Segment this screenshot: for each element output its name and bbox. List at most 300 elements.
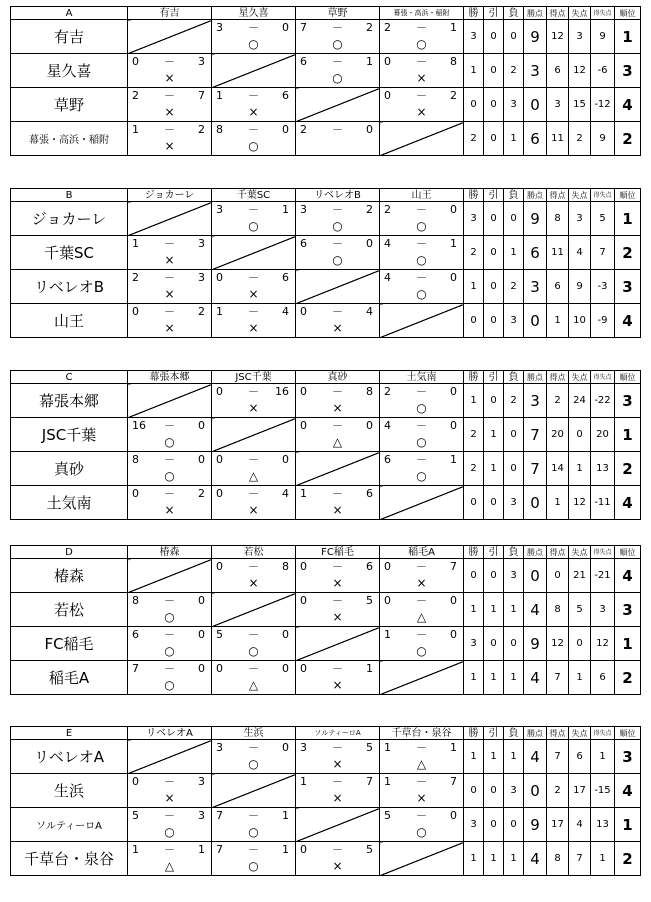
match-result-cell [212, 122, 296, 156]
score-dash: － [416, 21, 427, 34]
group-d-table [10, 545, 636, 695]
stat-goals-for: 2 [547, 774, 569, 808]
stat-header: 負 [504, 189, 524, 202]
result-mark: ○ [416, 253, 427, 267]
header-row [11, 371, 641, 384]
result-mark: × [164, 253, 175, 267]
home-score: 0 [384, 594, 391, 607]
match-result-cell [212, 842, 296, 876]
away-score: 1 [450, 237, 457, 250]
away-score: 0 [282, 21, 289, 34]
group-label: E [11, 727, 128, 740]
column-team-name: 幕張・高浜・稲附 [380, 7, 464, 20]
standings-table [10, 188, 641, 338]
stat-rank: 4 [615, 88, 641, 122]
row-team-name: リベレオB [11, 270, 128, 304]
stat-wins: 3 [464, 808, 484, 842]
away-score: 3 [198, 271, 205, 284]
stat-goals-for: 8 [547, 842, 569, 876]
stat-header: 負 [504, 546, 524, 559]
team-row [11, 122, 641, 156]
stat-rank: 3 [615, 593, 641, 627]
stat-points: 4 [524, 593, 547, 627]
stat-header: 引 [484, 189, 504, 202]
row-team-name: 生浜 [11, 774, 128, 808]
away-score: 3 [198, 809, 205, 822]
score-dash: － [416, 628, 427, 641]
stat-goals-for: 7 [547, 661, 569, 695]
result-mark: ○ [332, 37, 343, 51]
stat-rank: 2 [615, 452, 641, 486]
away-score: 1 [282, 809, 289, 822]
team-row [11, 88, 641, 122]
team-row [11, 486, 641, 520]
team-row [11, 452, 641, 486]
away-score: 2 [198, 487, 205, 500]
stat-wins: 1 [464, 270, 484, 304]
score-dash: － [248, 305, 259, 318]
home-score: 0 [300, 560, 307, 573]
stat-points: 7 [524, 452, 547, 486]
team-row [11, 384, 641, 418]
stat-points: 3 [524, 384, 547, 418]
result-mark: ○ [164, 678, 175, 692]
stat-header: 引 [484, 371, 504, 384]
result-mark: × [248, 105, 259, 119]
stat-rank: 1 [615, 627, 641, 661]
stat-header: 引 [484, 546, 504, 559]
score-dash: － [416, 594, 427, 607]
stat-draws: 0 [484, 808, 504, 842]
score-dash: － [164, 662, 175, 675]
away-score: 0 [198, 594, 205, 607]
column-team-name: 若松 [212, 546, 296, 559]
score-dash: － [248, 453, 259, 466]
match-result-cell [380, 418, 464, 452]
stat-goal-difference: 5 [591, 202, 615, 236]
home-score: 2 [132, 89, 139, 102]
match-result-cell [212, 270, 296, 304]
column-team-name: リベレオB [296, 189, 380, 202]
column-team-name: FC稲毛 [296, 546, 380, 559]
home-score: 7 [132, 662, 139, 675]
stat-rank: 4 [615, 486, 641, 520]
stat-losses: 1 [504, 661, 524, 695]
away-score: 4 [282, 305, 289, 318]
home-score: 0 [384, 55, 391, 68]
stat-points: 9 [524, 627, 547, 661]
stat-rank: 2 [615, 661, 641, 695]
stat-goals-against: 0 [569, 627, 591, 661]
stat-draws: 0 [484, 627, 504, 661]
stat-draws: 0 [484, 236, 504, 270]
score-dash: － [332, 237, 343, 250]
stat-losses: 1 [504, 122, 524, 156]
match-result-cell [380, 88, 464, 122]
stat-goal-difference: 3 [591, 593, 615, 627]
stat-goals-against: 9 [569, 270, 591, 304]
away-score: 1 [282, 843, 289, 856]
score-dash: － [416, 741, 427, 754]
header-row [11, 727, 641, 740]
score-dash: － [248, 271, 259, 284]
stat-header: 勝点 [524, 546, 547, 559]
match-result-cell [380, 808, 464, 842]
stat-header: 順位 [615, 727, 641, 740]
away-score: 0 [282, 662, 289, 675]
team-row [11, 270, 641, 304]
home-score: 0 [300, 843, 307, 856]
stat-rank: 1 [615, 20, 641, 54]
row-team-name: 千草台・泉谷 [11, 842, 128, 876]
team-row [11, 418, 641, 452]
stat-rank: 1 [615, 418, 641, 452]
match-result-cell [128, 486, 212, 520]
result-mark: ○ [248, 139, 259, 153]
home-score: 0 [216, 453, 223, 466]
score-dash: － [164, 843, 175, 856]
self-match-cell [296, 270, 380, 304]
team-row [11, 236, 641, 270]
match-result-cell [212, 88, 296, 122]
row-team-name: ジョカーレ [11, 202, 128, 236]
away-score: 2 [198, 123, 205, 136]
stat-draws: 0 [484, 384, 504, 418]
match-result-cell [380, 593, 464, 627]
away-score: 0 [282, 453, 289, 466]
stat-header: 順位 [615, 371, 641, 384]
self-match-cell [296, 808, 380, 842]
stat-losses: 0 [504, 20, 524, 54]
result-mark: × [416, 105, 427, 119]
result-mark: △ [164, 859, 175, 873]
stat-header: 勝点 [524, 7, 547, 20]
row-team-name: 有吉 [11, 20, 128, 54]
stat-rank: 3 [615, 270, 641, 304]
stat-header: 得点 [547, 189, 569, 202]
away-score: 0 [366, 419, 373, 432]
stat-goals-against: 7 [569, 842, 591, 876]
match-result-cell [212, 486, 296, 520]
score-dash: － [332, 487, 343, 500]
stat-goals-against: 4 [569, 808, 591, 842]
away-score: 0 [366, 123, 373, 136]
away-score: 8 [450, 55, 457, 68]
home-score: 2 [384, 385, 391, 398]
home-score: 7 [300, 21, 307, 34]
stat-draws: 1 [484, 593, 504, 627]
score-dash: － [332, 419, 343, 432]
score-dash: － [164, 487, 175, 500]
match-result-cell [212, 452, 296, 486]
score-dash: － [248, 385, 259, 398]
result-mark: ○ [248, 219, 259, 233]
row-team-name: 千葉SC [11, 236, 128, 270]
stat-goals-for: 2 [547, 384, 569, 418]
header-row [11, 7, 641, 20]
stat-points: 9 [524, 20, 547, 54]
away-score: 0 [450, 419, 457, 432]
stat-goals-against: 3 [569, 202, 591, 236]
stat-goals-against: 12 [569, 486, 591, 520]
score-dash: － [332, 741, 343, 754]
match-result-cell [212, 559, 296, 593]
match-result-cell [128, 122, 212, 156]
stat-header: 勝点 [524, 371, 547, 384]
row-team-name: 椿森 [11, 559, 128, 593]
stat-points: 3 [524, 54, 547, 88]
self-match-cell [380, 122, 464, 156]
home-score: 0 [216, 662, 223, 675]
stat-goals-for: 12 [547, 20, 569, 54]
home-score: 7 [216, 843, 223, 856]
column-team-name: 幕張本郷 [128, 371, 212, 384]
result-mark: × [332, 757, 343, 771]
stat-draws: 1 [484, 452, 504, 486]
row-team-name: リベレオA [11, 740, 128, 774]
stat-header: 失点 [569, 546, 591, 559]
match-result-cell [296, 842, 380, 876]
stat-header: 得失点 [591, 546, 615, 559]
home-score: 3 [216, 741, 223, 754]
standings-table [10, 545, 641, 695]
team-row [11, 661, 641, 695]
result-mark: ○ [164, 825, 175, 839]
home-score: 1 [384, 741, 391, 754]
row-team-name: 草野 [11, 88, 128, 122]
home-score: 6 [300, 55, 307, 68]
result-mark: ○ [416, 435, 427, 449]
stat-wins: 2 [464, 418, 484, 452]
match-result-cell [380, 54, 464, 88]
home-score: 6 [384, 453, 391, 466]
column-team-name: 山王 [380, 189, 464, 202]
away-score: 4 [366, 305, 373, 318]
stat-wins: 3 [464, 20, 484, 54]
home-score: 3 [300, 203, 307, 216]
stat-wins: 0 [464, 559, 484, 593]
result-mark: × [248, 503, 259, 517]
result-mark: △ [416, 757, 427, 771]
stat-header: 失点 [569, 727, 591, 740]
stat-points: 6 [524, 122, 547, 156]
away-score: 0 [450, 594, 457, 607]
match-result-cell [296, 740, 380, 774]
stat-goals-against: 1 [569, 661, 591, 695]
stat-rank: 4 [615, 774, 641, 808]
home-score: 1 [300, 775, 307, 788]
score-dash: － [248, 123, 259, 136]
stat-goals-for: 3 [547, 88, 569, 122]
home-score: 0 [132, 487, 139, 500]
stat-draws: 0 [484, 202, 504, 236]
home-score: 6 [300, 237, 307, 250]
standings-table [10, 6, 641, 156]
result-mark: × [248, 287, 259, 301]
header-row [11, 546, 641, 559]
stat-draws: 0 [484, 122, 504, 156]
away-score: 2 [366, 203, 373, 216]
stat-losses: 2 [504, 384, 524, 418]
result-mark: ○ [248, 37, 259, 51]
away-score: 5 [366, 594, 373, 607]
stat-rank: 3 [615, 384, 641, 418]
stat-goals-for: 8 [547, 593, 569, 627]
home-score: 4 [384, 237, 391, 250]
home-score: 0 [300, 305, 307, 318]
away-score: 4 [282, 487, 289, 500]
stat-header: 順位 [615, 189, 641, 202]
stat-losses: 1 [504, 593, 524, 627]
match-result-cell [380, 559, 464, 593]
stat-header: 得点 [547, 7, 569, 20]
stat-goals-against: 17 [569, 774, 591, 808]
away-score: 6 [282, 271, 289, 284]
column-team-name: JSC千葉 [212, 371, 296, 384]
stat-wins: 1 [464, 842, 484, 876]
stat-draws: 1 [484, 418, 504, 452]
result-mark: ○ [164, 435, 175, 449]
result-mark: ○ [416, 469, 427, 483]
stat-goals-for: 11 [547, 122, 569, 156]
home-score: 1 [384, 628, 391, 641]
match-result-cell [128, 627, 212, 661]
result-mark: × [248, 401, 259, 415]
stat-goal-difference: 1 [591, 740, 615, 774]
match-result-cell [296, 486, 380, 520]
stat-points: 4 [524, 661, 547, 695]
result-mark: × [416, 71, 427, 85]
result-mark: ○ [248, 859, 259, 873]
away-score: 0 [282, 628, 289, 641]
stat-header: 失点 [569, 189, 591, 202]
away-score: 6 [282, 89, 289, 102]
score-dash: － [332, 560, 343, 573]
result-mark: ○ [332, 253, 343, 267]
score-dash: － [164, 123, 175, 136]
result-mark: × [248, 321, 259, 335]
column-team-name: 千草台・泉谷 [380, 727, 464, 740]
away-score: 0 [198, 662, 205, 675]
result-mark: × [164, 503, 175, 517]
self-match-cell [128, 384, 212, 418]
stat-losses: 0 [504, 808, 524, 842]
home-score: 0 [216, 560, 223, 573]
match-result-cell [380, 452, 464, 486]
stat-rank: 4 [615, 559, 641, 593]
match-result-cell [296, 122, 380, 156]
column-team-name: 有吉 [128, 7, 212, 20]
stat-losses: 1 [504, 236, 524, 270]
row-team-name: 稲毛A [11, 661, 128, 695]
away-score: 3 [198, 775, 205, 788]
team-row [11, 54, 641, 88]
match-result-cell [380, 384, 464, 418]
result-mark: ○ [332, 71, 343, 85]
match-result-cell [128, 593, 212, 627]
away-score: 1 [366, 55, 373, 68]
stat-losses: 1 [504, 740, 524, 774]
stat-points: 7 [524, 418, 547, 452]
group-a-table [10, 6, 636, 156]
row-team-name: ソルティーロA [11, 808, 128, 842]
stat-points: 3 [524, 270, 547, 304]
match-result-cell [212, 202, 296, 236]
result-mark: × [248, 576, 259, 590]
score-dash: － [164, 594, 175, 607]
home-score: 0 [300, 662, 307, 675]
team-row [11, 627, 641, 661]
away-score: 1 [450, 453, 457, 466]
result-mark: ○ [164, 469, 175, 483]
stat-header: 得失点 [591, 189, 615, 202]
stat-goals-for: 6 [547, 270, 569, 304]
away-score: 7 [198, 89, 205, 102]
stat-goal-difference: 9 [591, 20, 615, 54]
result-mark: ○ [248, 825, 259, 839]
match-result-cell [296, 384, 380, 418]
stat-header: 失点 [569, 371, 591, 384]
column-team-name: リベレオA [128, 727, 212, 740]
match-result-cell [212, 808, 296, 842]
stat-goals-for: 1 [547, 486, 569, 520]
home-score: 1 [132, 843, 139, 856]
match-result-cell [212, 304, 296, 338]
stat-goal-difference: -11 [591, 486, 615, 520]
home-score: 4 [384, 271, 391, 284]
away-score: 7 [450, 775, 457, 788]
away-score: 6 [366, 487, 373, 500]
score-dash: － [332, 305, 343, 318]
stat-wins: 2 [464, 122, 484, 156]
column-team-name: 土気南 [380, 371, 464, 384]
away-score: 3 [198, 237, 205, 250]
stat-header: 失点 [569, 7, 591, 20]
stat-wins: 1 [464, 384, 484, 418]
stat-header: 勝 [464, 7, 484, 20]
stat-goals-against: 10 [569, 304, 591, 338]
stat-goals-for: 6 [547, 54, 569, 88]
score-dash: － [248, 809, 259, 822]
match-result-cell [128, 452, 212, 486]
stat-points: 0 [524, 559, 547, 593]
match-result-cell [128, 270, 212, 304]
result-mark: ○ [248, 644, 259, 658]
stat-header: 順位 [615, 7, 641, 20]
stat-goal-difference: -12 [591, 88, 615, 122]
stat-wins: 3 [464, 202, 484, 236]
self-match-cell [212, 774, 296, 808]
result-mark: ○ [332, 219, 343, 233]
away-score: 1 [198, 843, 205, 856]
match-result-cell [212, 627, 296, 661]
away-score: 0 [450, 809, 457, 822]
column-team-name: 草野 [296, 7, 380, 20]
match-result-cell [296, 202, 380, 236]
match-result-cell [212, 661, 296, 695]
stat-wins: 0 [464, 88, 484, 122]
stat-losses: 3 [504, 559, 524, 593]
home-score: 5 [384, 809, 391, 822]
stat-goals-against: 5 [569, 593, 591, 627]
home-score: 0 [300, 385, 307, 398]
stat-rank: 2 [615, 842, 641, 876]
away-score: 0 [450, 628, 457, 641]
home-score: 0 [384, 89, 391, 102]
result-mark: ○ [416, 644, 427, 658]
score-dash: － [248, 741, 259, 754]
home-score: 0 [300, 419, 307, 432]
